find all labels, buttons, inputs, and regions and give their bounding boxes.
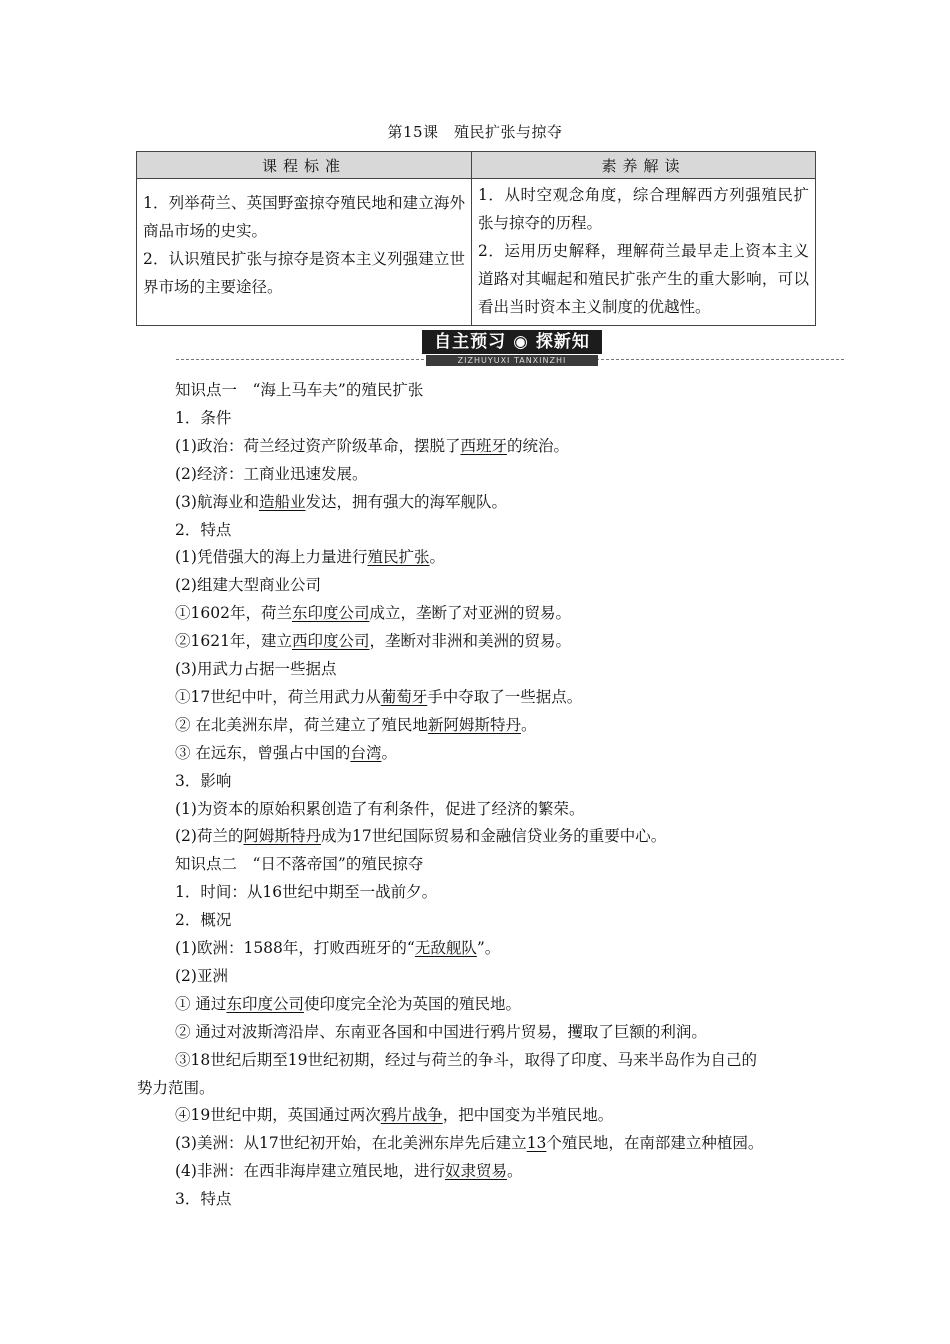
text-line [175,1022,855,1042]
answer-term: 造船业 [258,492,306,511]
text-segment: ②1621年，建立 [175,632,292,651]
curriculum-table [136,151,816,326]
text-segment: ④19世纪中期，英国通过两次 [175,1106,381,1125]
text-line [175,1189,855,1209]
text-line [175,492,855,512]
text-segment: (1)欧洲：1588年，打败西班牙的“ [175,939,415,957]
text-segment: 2．特点 [175,520,232,539]
text-line [175,547,855,567]
header-curriculum-standard: 课程标准 [137,152,472,179]
text-segment: (3)航海业和 [175,492,259,511]
header-literacy-interpretation: 素养解读 [472,152,816,179]
answer-term: 无敌舰队 [414,939,477,957]
text-segment: 1．条件 [175,408,232,427]
text-line [175,1133,855,1153]
text-segment: (1)政治：荷兰经过资产阶级革命，摆脱了 [175,436,461,455]
text-line [175,659,855,679]
text-segment: (3)美洲：从17世纪初开始，在北美洲东岸先后建立 [175,1134,527,1153]
text-segment: 。 [520,715,537,734]
text-line [175,408,855,428]
text-line [175,1050,855,1070]
text-segment: ，把中国变为半殖民地。 [442,1106,614,1125]
text-line [137,1078,817,1098]
text-segment: 成为17世纪国际贸易和金融信贷业务的重要中心。 [320,827,667,846]
text-line [175,520,855,540]
text-segment: 3．特点 [175,1190,232,1209]
answer-term: 奴隶贸易 [444,1162,507,1181]
text-segment: (1)为资本的原始积累创造了有利条件，促进了经济的繁荣。 [175,799,585,818]
text-segment: (1)凭借强大的海上力量进行 [175,548,368,567]
answer-term: 台湾 [350,743,382,762]
text-segment: 知识点一 “海上马车夫”的殖民扩张 [175,381,424,399]
text-segment: (2)经济：工商业迅速发展。 [175,464,368,483]
answer-term: 新阿姆斯特丹 [427,715,521,734]
text-line [175,826,855,846]
answer-term: 西印度公司 [291,632,370,651]
text-segment: 1．时间：从16世纪中期至一战前夕。 [175,883,438,902]
text-segment: ② 通过对波斯湾沿岸、东南亚各国和中国进行鸦片贸易，攫取了巨额的利润。 [175,1022,707,1041]
text-line [175,854,855,874]
text-line [175,966,855,986]
answer-term: 鸦片战争 [380,1106,443,1125]
text-segment: ”。 [476,939,501,957]
text-line [175,743,855,763]
text-line [175,1161,855,1181]
text-segment: ③18世纪后期至19世纪初期，经过与荷兰的争斗，取得了印度、马来半岛作为自己的 [175,1050,757,1069]
text-segment: 发达，拥有强大的海军舰队。 [305,492,507,511]
answer-term: 东印度公司 [226,994,304,1013]
text-line [175,380,855,400]
text-segment: ①17世纪中叶，荷兰用武力从 [175,687,381,706]
text-segment: (3)用武力占据一些据点 [175,660,337,678]
text-line [175,715,855,735]
text-segment: 知识点二 “日不落帝国”的殖民掠夺 [175,855,424,874]
text-segment: 。 [506,1162,523,1181]
text-segment: 2．概况 [175,911,232,930]
text-segment: 成立，垄断了对亚洲的贸易。 [369,604,571,623]
text-segment: ③ 在远东，曾强占中国的 [175,743,351,762]
text-segment: ，垄断对非洲和美洲的贸易。 [369,632,571,651]
text-line [175,603,855,623]
text-segment: 3．影响 [175,771,232,790]
standard-item: 1．列举荷兰、英国野蛮掠夺殖民地和建立海外商品市场的史实。 [143,194,465,240]
curriculum-standard-cell [137,179,472,326]
banner-subtitle: ZIZHUYUXI TANXINZHI [426,355,598,366]
text-line [175,799,855,819]
text-segment: (4)非洲：在西非海岸建立殖民地，进行 [175,1162,445,1181]
literacy-item: 2．运用历史解释，理解荷兰最早走上资本主义道路对其崛起和殖民扩张产生的重大影响，可以看出当时资本主义制度的优越性。 [478,242,809,316]
text-segment: 。 [381,743,397,762]
text-line [175,938,855,958]
text-segment: 的统治。 [506,436,569,455]
text-segment: 。 [429,548,445,567]
text-line [175,436,855,456]
section-banner [176,330,844,368]
text-line [175,771,855,791]
text-segment: 使印度完全沦为英国的殖民地。 [303,994,521,1013]
answer-term: 阿姆斯特丹 [243,827,321,846]
text-segment: (2)荷兰的 [175,827,244,846]
lesson-title: 第15课 殖民扩张与掠夺 [387,123,563,141]
text-line [175,631,855,651]
text-line [175,575,855,595]
banner-title: 自主预习 ◉ 探新知 [422,330,602,354]
text-line [175,994,855,1014]
answer-term: 西班牙 [460,436,507,455]
text-segment: (2)亚洲 [175,966,228,985]
text-segment: ② 在北美洲东岸，荷兰建立了殖民地 [175,715,428,734]
text-segment: 手中夺取了一些据点。 [427,687,583,706]
text-segment: 势力范围。 [137,1078,215,1097]
literacy-cell [472,179,816,326]
text-line [175,687,855,707]
answer-term: 东印度公司 [291,604,370,623]
text-line [175,464,855,484]
literacy-item: 1．从时空观念角度，综合理解西方列强殖民扩张与掠夺的历程。 [478,186,809,232]
text-segment: ①1602年，荷兰 [175,604,292,623]
standard-item: 2．认识殖民扩张与掠夺是资本主义列强建立世界市场的主要途径。 [143,250,465,296]
text-segment: 个殖民地，在南部建立种植园。 [546,1134,764,1153]
answer-term: 殖民扩张 [367,548,430,567]
text-line [175,910,855,930]
answer-term: 葡萄牙 [380,687,428,706]
text-line [175,1105,855,1125]
text-line [175,882,855,902]
text-segment: (2)组建大型商业公司 [175,576,321,595]
answer-term: 13 [526,1134,547,1153]
text-segment: ① 通过 [175,994,227,1013]
